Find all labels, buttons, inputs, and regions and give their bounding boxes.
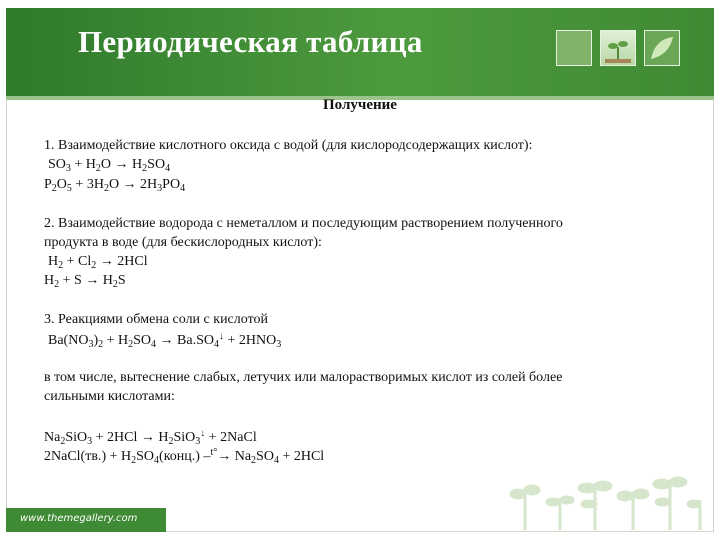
sprout-thumbnail-icon: [600, 30, 636, 66]
note-line-1: в том числе, вытеснение слабых, летучих или малорастворимых кислот из солей более: [44, 370, 563, 385]
method-2-header-cont: продукта в воде (для бескислородных кислот):: [44, 235, 322, 250]
slide-subtitle: Получение: [323, 97, 397, 113]
footer-url: www.themegallery.com: [20, 513, 138, 524]
method-3-header: 3. Реакциями обмена соли с кислотой: [44, 312, 268, 327]
leaf-icon: [645, 31, 679, 65]
equation-4: $H_2 + S \to H_2S$: [44, 273, 126, 290]
equation-7: 2NaCl(тв.) + $H_2SO_4(конц.)$ $-^{t^\circ}\to Na_2SO_4 + 2HCl$: [44, 447, 325, 466]
footer-bar: [6, 508, 166, 532]
method-2-header: 2. Взаимодействие водорода с неметаллом и последующим растворением полученного: [44, 216, 563, 231]
method-1-header: 1. Взаимодействие кислотного оксида с водой (для кислородсодержащих кислот):: [44, 138, 533, 153]
equation-5: $Ba(NO_3)_2 + H_2SO_4 \to Ba.SO_4^↓ + 2HNO_3$: [48, 331, 282, 350]
note-line-2: сильными кислотами:: [44, 389, 175, 404]
sprout-icon: [601, 31, 635, 65]
plant-thumbnail-icon: [556, 30, 592, 66]
equation-3: $H_2 + Cl_2 \to 2HCl$: [48, 254, 148, 271]
plants-decoration-icon: [505, 470, 710, 532]
slide-title: Периодическая таблица: [78, 24, 423, 59]
equation-6: $Na_2SiO_3 + 2HCl \to H_2SiO_3^↓$ + 2NaCl: [44, 428, 257, 447]
equation-2: $P_2O_5 + 3H_2O \to 2H_3PO_4$: [44, 177, 186, 194]
equation-1: $SO_3 + H_2O \to H_2SO_4$: [48, 157, 171, 174]
leaf-thumbnail-icon: [644, 30, 680, 66]
